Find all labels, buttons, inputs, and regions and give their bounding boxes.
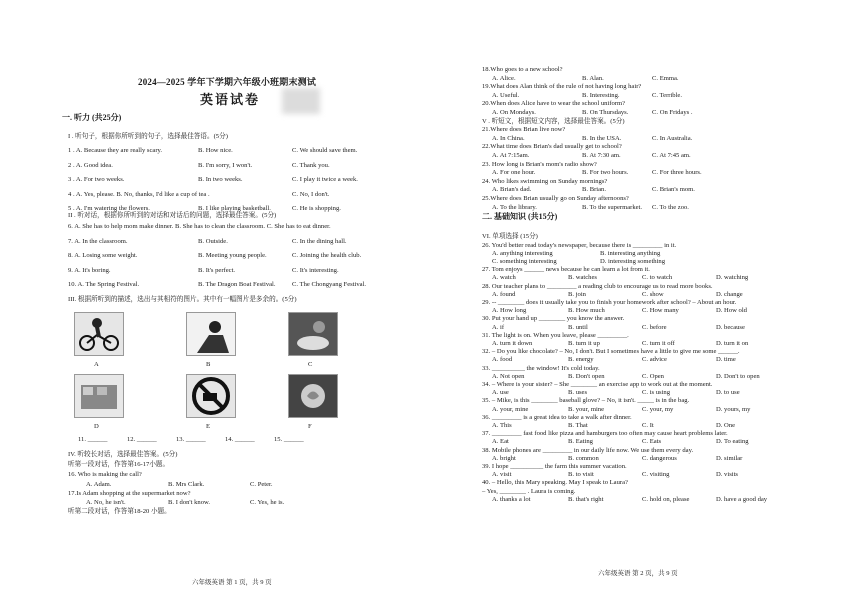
question-option: C. At 7:45 am. [652, 152, 691, 159]
section-basics-header: 二. 基础知识 (共15分) [482, 212, 558, 221]
question-text: 29. -- ________ does it usually take you to finish your homework after school? – About an hour. [482, 298, 737, 306]
question-option: A. turn it down [492, 339, 533, 347]
question-option: A. To the library. [492, 203, 537, 211]
question-option: D. How old [716, 307, 747, 315]
page-footer: 六年级英语 第 2 页，共 9 页 [598, 570, 678, 577]
question-text: 16. Who is making the call? [68, 471, 142, 478]
question-option: D. similar [716, 454, 743, 462]
question-option: A. How long [492, 307, 527, 315]
question-option: C. dangerous [642, 454, 677, 462]
question-option: 9. A. It's boring. [68, 266, 111, 274]
question-option: D. watching [716, 274, 749, 282]
exam-page-1 [60, 0, 415, 608]
question-option: B. Alan. [582, 74, 604, 82]
question-option: C. In Australia. [652, 134, 693, 142]
picture-option-image [186, 374, 236, 418]
question-option: B. For two hours. [582, 169, 629, 177]
question-option: C. Peter. [250, 481, 273, 488]
question-option: D. visits [716, 471, 738, 479]
question-option: C. turn it off [642, 339, 675, 347]
question-option: B. To the supermarket. [582, 203, 643, 211]
question-text: – Yes, ________ . Laura is coming. [482, 487, 576, 495]
question-option: B. In the USA. [582, 134, 622, 142]
question-option: A. your, mine [492, 405, 529, 413]
question-option: 6. A. She has to help mom make dinner. B. She has to clean the classroom. C. She has to eat dinner. [68, 223, 331, 230]
question-text: 21.Where does Brian live now? [482, 126, 566, 134]
picture-option-label: E [206, 423, 211, 430]
question-option: C. Terrible. [652, 91, 682, 99]
question-option: C. It's interesting. [292, 266, 339, 274]
question-option: B. Don't open [568, 372, 605, 380]
picture-option-image [186, 312, 236, 356]
picture-option-label: C [308, 361, 313, 368]
question-text: 25.Where does Brian usually go on Sunday afternoons? [482, 195, 629, 202]
question-option: 3 . A. For two weeks. [68, 176, 125, 184]
question-option: B. Eating [568, 438, 593, 446]
question-option: A. On Mondays. [492, 109, 536, 116]
question-option: B. to visit [568, 471, 594, 479]
exam-page-2 [482, 0, 800, 608]
question-text: 20.When does Alice have to wear the school uniform? [482, 100, 626, 108]
question-option: A. Brian's dad. [492, 186, 532, 194]
sub-instruction: 听第二段对话，作答第18-20 小题。 [68, 508, 171, 515]
question-option: B. until [568, 323, 588, 331]
question-option: 2 . A. Good idea. [68, 161, 113, 169]
question-option: A. Adam. [86, 481, 112, 488]
question-option: B. that's right [568, 495, 604, 503]
question-text: 24. Who likes swimming on Sunday mornings? [482, 177, 608, 185]
picture-option-image [288, 374, 338, 418]
section-listening-header: 一. 听力 (共25分) [62, 113, 122, 122]
question-option: C. show [642, 290, 664, 298]
question-option: C. On Fridays . [652, 109, 693, 116]
question-option: B. turn it up [568, 339, 600, 347]
question-option: B. Interesting. [582, 91, 620, 99]
question-text: 38. Mobile phones are _________ in our daily life now. We use them every day. [482, 446, 694, 454]
question-option: C. I play it twice a week. [292, 176, 358, 184]
picture-option-image [74, 312, 124, 356]
question-option: A. use [492, 389, 509, 397]
question-text: 40. – Hello, this Mary speaking. May I speak to Laura? [482, 479, 628, 487]
question-text: 35. – Mike, is this ________ baseball glove? – No, it isn't. _____ is in the bag. [482, 397, 690, 405]
question-option: A. watch [492, 274, 516, 282]
instruction-part-2: II . 听对话，根据你所听到的对话和对话后的问题，选择最佳答案。(5分) [68, 212, 277, 219]
question-option: B. interesting anything [600, 249, 661, 257]
answer-blank: 14. ______ [225, 436, 255, 443]
question-option: C. Eats [642, 438, 662, 446]
question-option: 7. A. In the classroom. [68, 237, 128, 245]
question-text: 36. _________ is a great idea to take a walk after dinner. [482, 413, 632, 421]
picture-option-image [74, 374, 124, 418]
question-option: C. hold on, please [642, 495, 690, 503]
question-option: B. I like playing basketball. [198, 205, 271, 213]
question-option: 10. A. The Spring Festival. [68, 281, 140, 289]
question-option: D. Don't to open [716, 372, 760, 380]
question-text: 28. Our teacher plans to _________ a reading club to encourage us to read more books. [482, 282, 713, 290]
question-option: D. interesting something [600, 257, 666, 265]
question-text: 23. How long is Brian's mom's radio show? [482, 160, 597, 168]
question-option: D. because [716, 323, 745, 331]
question-option: C. before [642, 323, 667, 331]
question-option: C. It [642, 421, 654, 429]
question-option: D. To eating [716, 438, 749, 446]
question-option: B. watches [568, 274, 597, 282]
question-option: C. The Chongyang Festival. [292, 281, 367, 289]
instruction-part-4: IV. 听较长对话，选择最佳答案。(5分) [68, 451, 178, 458]
question-option: 8. A. Losing some weight. [68, 252, 138, 260]
question-option: B. In two weeks. [198, 176, 243, 184]
question-option: B. That [568, 421, 588, 429]
question-option: C. We should save them. [292, 147, 358, 154]
question-text: 33. __________ the window! It's cold today. [482, 364, 600, 372]
question-option: D. One [716, 421, 736, 429]
question-text: 17.Is Adam shopping at the supermarket now? [68, 490, 191, 497]
sub-instruction: 听第一段对话，作答第16-17小题。 [68, 461, 170, 468]
question-option: A. In China. [492, 134, 525, 142]
question-option: B. At 7:30 am. [582, 152, 621, 159]
question-option: C. Brian's mom. [652, 186, 695, 194]
question-option: B. energy [568, 356, 594, 364]
question-option: B. The Dragon Boat Festival. [198, 281, 276, 289]
picture-option-label: B [206, 361, 211, 368]
question-option: B. It's perfect. [198, 266, 236, 274]
question-option: A. At 7:15am. [492, 152, 530, 159]
question-option: A. No, he isn't. [86, 499, 126, 506]
question-option: B. Brian. [582, 186, 606, 194]
question-option: D. turn it on [716, 339, 749, 347]
question-option: D. have a good day [716, 495, 768, 503]
question-option: A. bright [492, 454, 516, 462]
question-option: C. is using [642, 389, 671, 397]
question-option: C. For three hours. [652, 169, 702, 177]
question-option: B. Outside. [198, 237, 228, 245]
answer-blank: 12. ______ [127, 436, 157, 443]
question-text: 30. Put your hand up ________ you know the answer. [482, 315, 625, 323]
question-text: 27. Tom enjoys ______ news because he can learn a lot from it. [482, 266, 650, 274]
question-text: 22.What time does Brian's dad usually get to school? [482, 143, 622, 151]
question-option: B. common [568, 454, 599, 462]
picture-option-label: F [308, 423, 312, 430]
question-option: C. He is shopping. [292, 205, 341, 213]
question-option: C. Yes, he is. [250, 499, 285, 506]
question-option: C. Emma. [652, 74, 679, 82]
question-text: 39. I hope __________ the farm this summer vacation. [482, 462, 627, 470]
question-option: B. Mrs Clark. [168, 481, 205, 488]
answer-blank: 11. ______ [78, 436, 108, 443]
question-option: C. How many [642, 307, 679, 315]
instruction-part-6: VI. 单项选择 (15分) [482, 233, 538, 240]
question-option: A. Useful. [492, 91, 520, 99]
question-option: A. visit [492, 471, 512, 479]
question-option: C. visiting [642, 471, 670, 479]
exam-title-subject: 英语试卷 [200, 92, 261, 107]
page-footer: 六年级英语 第 1 页，共 9 页 [192, 579, 272, 586]
picture-option-image [288, 312, 338, 356]
answer-blank: 13. ______ [176, 436, 206, 443]
question-option: D. change [716, 290, 743, 298]
answer-blank: 15. ______ [274, 436, 304, 443]
question-option: C. something interesting [492, 257, 557, 265]
question-option: D. time [716, 356, 736, 364]
question-option: B. Meeting young people. [198, 252, 267, 260]
question-option: B. I'm sorry, I won't. [198, 161, 253, 169]
question-option: A. if [492, 323, 505, 331]
question-option: A. Not open [492, 372, 525, 380]
question-option: C. No, I don't. [292, 190, 330, 198]
question-text: 31. The light is on. When you leave, please _________. [482, 331, 629, 339]
question-option: C. To the zoo. [652, 203, 689, 211]
question-option: B. join [568, 290, 586, 298]
question-text: V . 听短文，根据短文内容，选择最佳答案。(5分) [482, 117, 625, 125]
picture-option-label: A [94, 361, 99, 368]
instruction-part-1: I . 听句子，根据你所听到的句子，选择最佳答语。(5分) [68, 133, 228, 140]
question-option: C. In the dining hall. [292, 237, 347, 245]
question-option: A. Alice. [492, 74, 516, 82]
question-option: D. yours, my [716, 405, 751, 413]
question-option: C. to watch [642, 274, 673, 282]
question-text: 18.Who goes to a new school? [482, 66, 563, 73]
question-option: A. found [492, 290, 516, 298]
question-text: 32. – Do you like chocolate? – No, I don't. But I sometimes have a little to give me some ______. [482, 348, 740, 356]
question-option: B. How much [568, 307, 605, 315]
question-option: 1 . A. Because they are really scary. [68, 147, 163, 154]
question-option: B. On Thursdays. [582, 109, 629, 116]
question-option: A. food [492, 356, 513, 364]
question-option: A. thanks a lot [492, 495, 531, 503]
question-text: 19.What does Alan think of the rule of not having long hair? [482, 83, 642, 91]
question-option: B. How nice. [198, 147, 233, 154]
question-option: D. to use [716, 389, 740, 397]
picture-option-label: D [94, 423, 99, 430]
question-option: C. Open [642, 372, 664, 380]
question-option: B. your, mine [568, 405, 604, 413]
question-text: 37. _________ fast food like pizza and hamburgers too often may cause heart problems later. [482, 430, 728, 438]
question-option: C. Joining the health club. [292, 252, 362, 260]
question-option: C. Thank you. [292, 161, 330, 169]
question-option: B. uses [568, 389, 588, 397]
exam-title-year: 2024—2025 学年下学期六年级小班期末测试 [138, 77, 317, 87]
question-option: C. your, my [642, 405, 674, 413]
question-option: C. advice [642, 356, 667, 364]
blurred-stamp [282, 88, 320, 114]
instruction-part-3: III. 根据所听到的描述，选出与其相符的图片。其中有一幅图片是多余的。(5分) [68, 296, 297, 303]
question-option: A. This [492, 421, 512, 429]
question-option: 5 . A. I'm watering the flowers. [68, 205, 150, 213]
question-option: A. anything interesting [492, 249, 553, 257]
question-option: B. I don't know. [168, 499, 210, 506]
question-text: 26. You'd better read today's newspaper, because there is _________ in it. [482, 241, 677, 249]
question-option: A. For one hour. [492, 169, 536, 177]
question-text: 34. – Where is your sister? – She ________ an exercise app to work out at the moment. [482, 380, 713, 388]
question-option: A. Eat [492, 438, 509, 446]
question-option: 4 . A. Yes, please. B. No, thanks, I'd like a cup of tea . [68, 190, 210, 198]
